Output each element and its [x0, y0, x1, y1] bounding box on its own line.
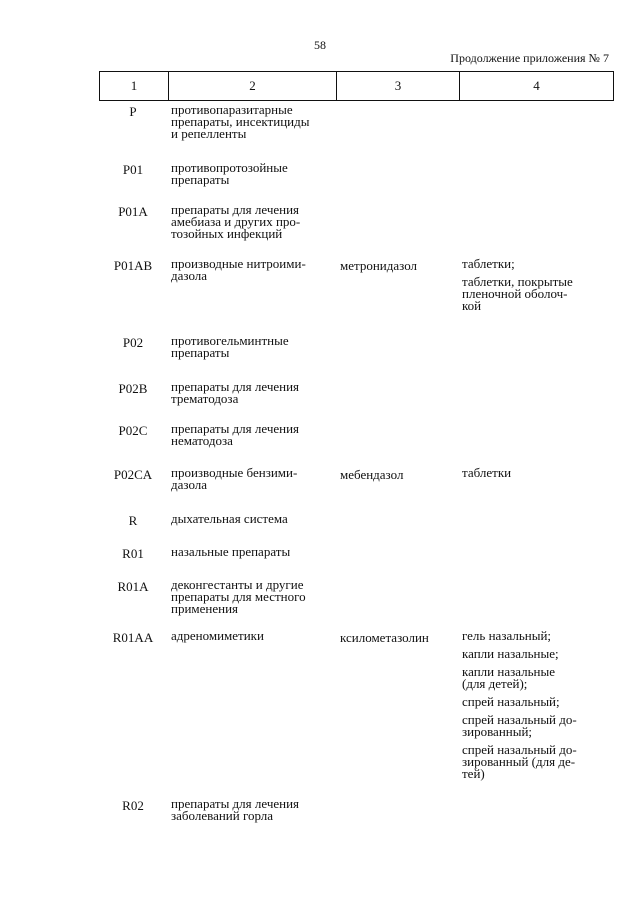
dosage-form-line: спрей назальный до- [462, 712, 577, 727]
dosage-form-line: таблетки; [462, 256, 515, 271]
group-description [167, 258, 336, 282]
drug-name: метронидазол [340, 258, 418, 273]
group-description [167, 630, 336, 642]
group-description [167, 579, 336, 615]
group-description [167, 335, 336, 359]
description-line: препараты для лечения [171, 202, 300, 217]
group-description [167, 162, 336, 186]
description-line: препараты [171, 172, 230, 187]
description-line: препараты для местного [171, 589, 306, 604]
dosage-forms [458, 630, 612, 780]
atc-code: R [128, 513, 138, 528]
group-description [167, 423, 336, 447]
atc-code: R01 [122, 546, 144, 561]
dosage-form [462, 276, 612, 312]
description-line: препараты для лечения [171, 379, 300, 394]
table-row [99, 423, 611, 447]
classification-table-body [99, 104, 611, 822]
group-description [167, 104, 336, 140]
dosage-form [462, 648, 612, 660]
table-row [99, 546, 611, 562]
table-row [99, 104, 611, 140]
description-line: препараты [171, 345, 230, 360]
drug-name: мебендазол [340, 467, 404, 482]
description-line: применения [171, 601, 239, 616]
atc-code: R02 [122, 798, 144, 813]
dosage-form-line: (для детей); [462, 676, 528, 691]
dosage-forms [458, 258, 612, 312]
description-line: заболеваний горла [171, 808, 274, 823]
group-description [167, 467, 336, 491]
dosage-form-line: спрей назальный до- [462, 742, 577, 757]
group-description [167, 798, 336, 822]
description-line: дыхательная система [171, 511, 288, 526]
table-row [99, 258, 611, 312]
description-line: трематодоза [171, 391, 239, 406]
dosage-form [462, 666, 612, 690]
dosage-form [462, 630, 612, 642]
dosage-form [462, 258, 612, 270]
dosage-form-line: кой [462, 298, 482, 313]
description-line: адреномиметики [171, 628, 264, 643]
atc-code: R01AA [112, 630, 154, 645]
drug-name: ксилометазолин [340, 630, 429, 645]
dosage-form-line: капли назальные; [462, 646, 559, 661]
dosage-form-line: тей) [462, 766, 485, 781]
column-header-2: 2 [169, 72, 337, 101]
dosage-form [462, 467, 612, 479]
column-header-3: 3 [337, 72, 460, 101]
table-row [99, 204, 611, 240]
dosage-form-line: капли назальные [462, 664, 555, 679]
table-row [99, 579, 611, 615]
description-line: противопаразитарные [171, 102, 293, 117]
group-description [167, 513, 336, 525]
atc-code: P01A [118, 204, 148, 219]
column-header-1: 1 [100, 72, 169, 101]
atc-code: P01AB [113, 258, 153, 273]
description-line: амебиаза и других про- [171, 214, 301, 229]
table-row [99, 630, 611, 780]
dosage-form-line: спрей назальный; [462, 694, 560, 709]
description-line: нематодоза [171, 433, 233, 448]
atc-code: P02C [118, 423, 148, 438]
atc-code: R01A [117, 579, 149, 594]
atc-code: P02 [122, 335, 144, 350]
description-line: производные нитроими- [171, 256, 306, 271]
group-description [167, 546, 336, 558]
description-line: дазола [171, 268, 208, 283]
column-header-table [99, 71, 614, 101]
dosage-form-line: зированный (для де- [462, 754, 576, 769]
table-row [99, 162, 611, 186]
group-description [167, 204, 336, 240]
description-line: деконгестанты и другие [171, 577, 304, 592]
atc-code: P01 [122, 162, 144, 177]
description-line: тозойных инфекций [171, 226, 283, 241]
dosage-form-line: таблетки, покрытые [462, 274, 573, 289]
column-header-4: 4 [460, 72, 614, 101]
description-line: назальные препараты [171, 544, 291, 559]
continuation-note: Продолжение приложения № 7 [450, 51, 609, 65]
table-row [99, 798, 611, 822]
dosage-form [462, 696, 612, 708]
table-row [99, 335, 611, 359]
dosage-form-line: таблетки [462, 465, 512, 480]
description-line: противогельминтные [171, 333, 289, 348]
description-line: препараты для лечения [171, 796, 300, 811]
description-line: дазола [171, 477, 208, 492]
description-line: препараты, инсектициды [171, 114, 310, 129]
description-line: препараты для лечения [171, 421, 300, 436]
atc-code: P02CA [113, 467, 153, 482]
description-line: противопротозойные [171, 160, 288, 175]
dosage-form-line: пленочной оболоч- [462, 286, 568, 301]
table-row [99, 381, 611, 405]
page-number: 58 [314, 38, 326, 52]
atc-code: P [129, 104, 137, 119]
description-line: и репелленты [171, 126, 247, 141]
dosage-form-line: зированный; [462, 724, 533, 739]
atc-code: P02B [118, 381, 148, 396]
dosage-form [462, 714, 612, 738]
table-row [99, 513, 611, 529]
description-line: производные бензими- [171, 465, 298, 480]
dosage-form [462, 744, 612, 780]
table-row [99, 467, 611, 491]
dosage-forms [458, 467, 612, 479]
group-description [167, 381, 336, 405]
dosage-form-line: гель назальный; [462, 628, 552, 643]
